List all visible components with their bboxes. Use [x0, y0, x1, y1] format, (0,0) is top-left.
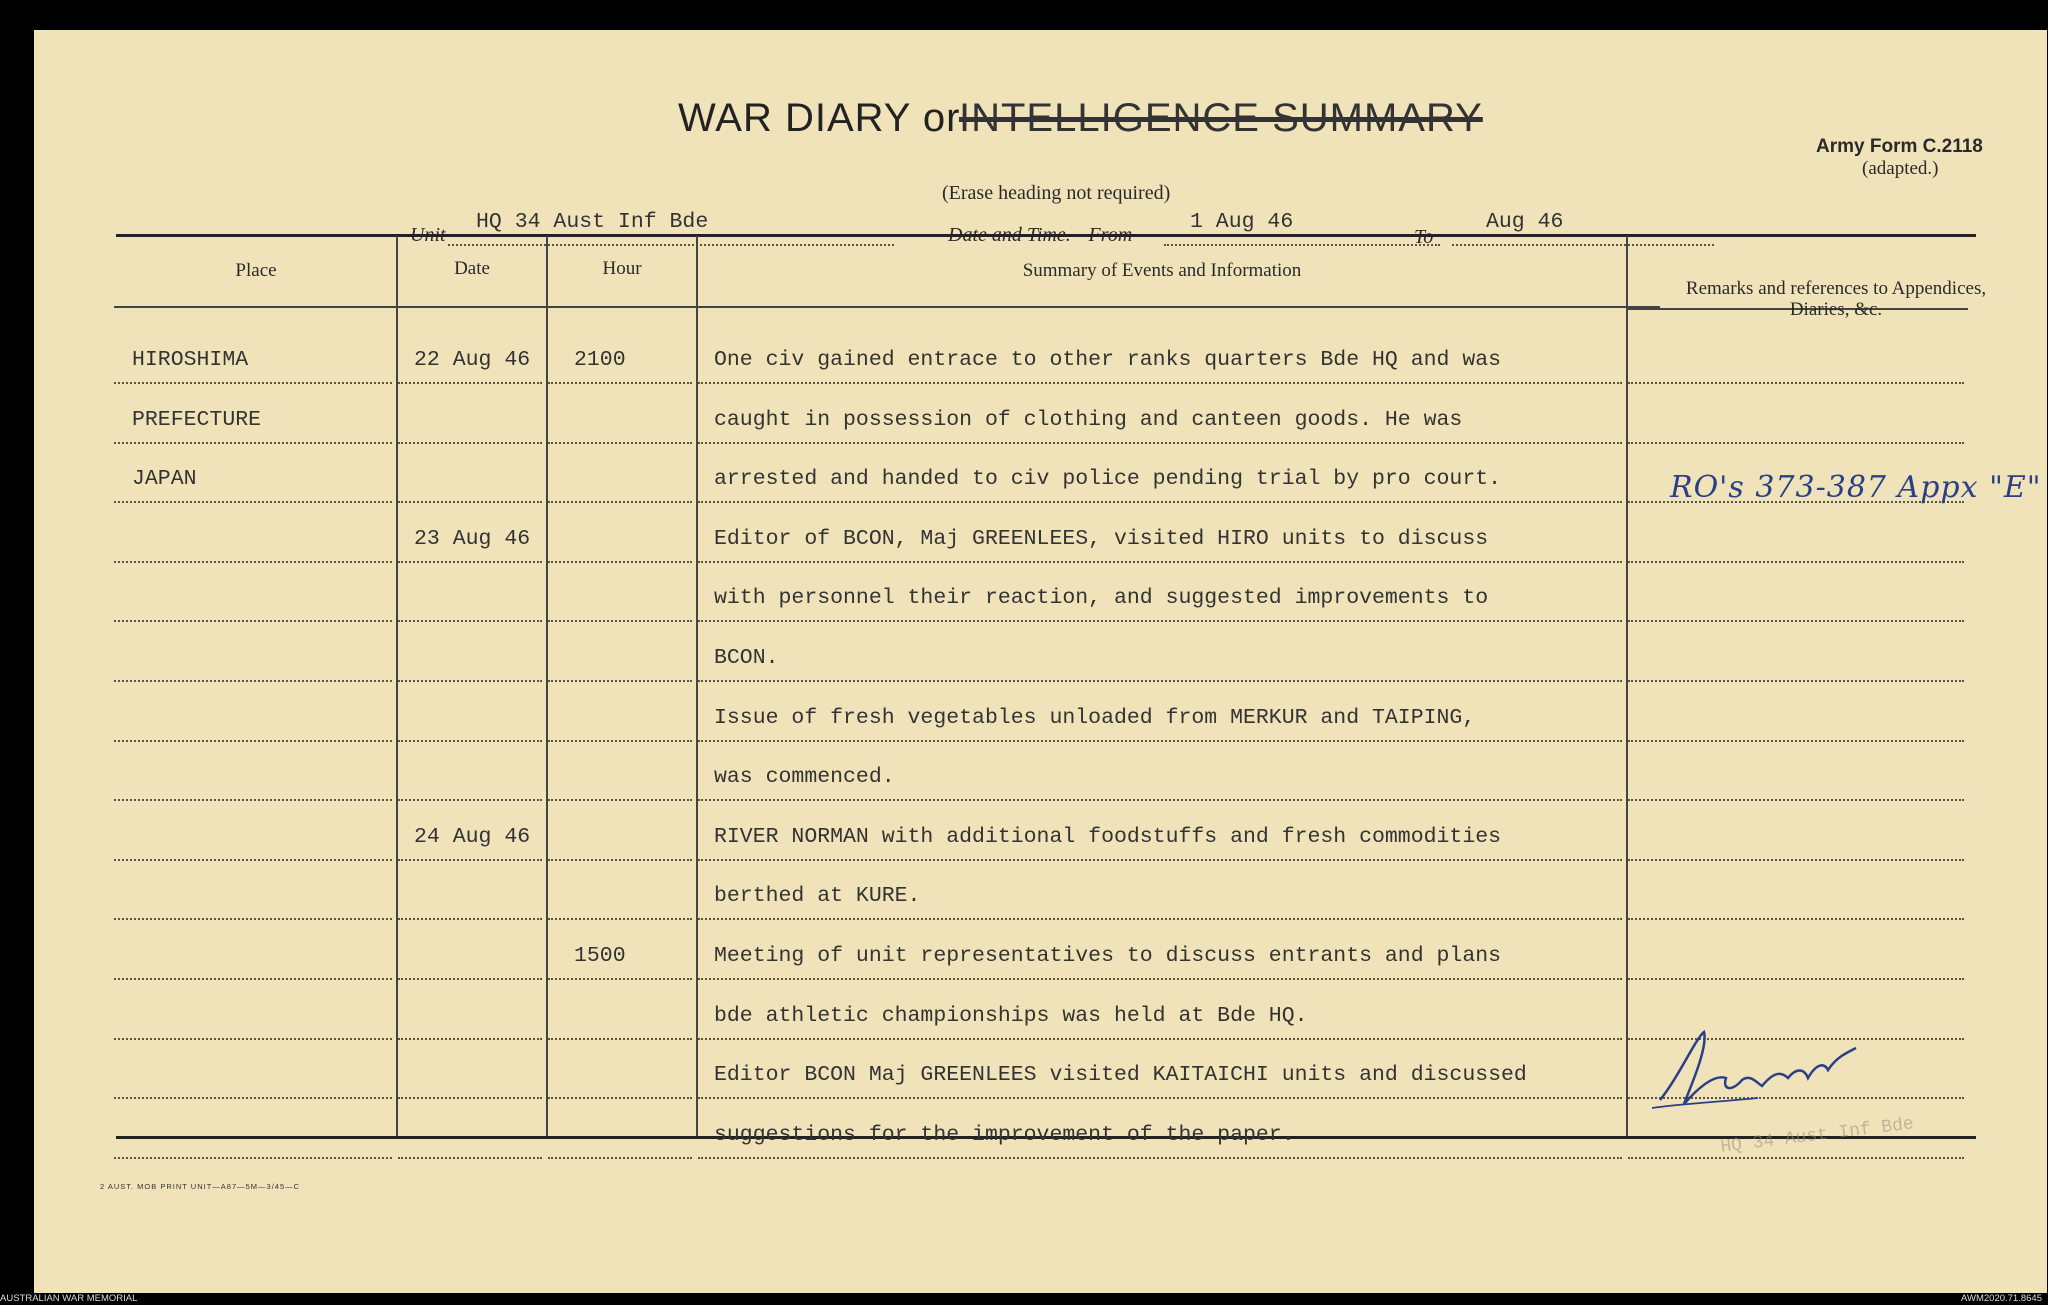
- row-rule: [698, 799, 1622, 801]
- title-war-diary: WAR DIARY or: [678, 96, 961, 140]
- row-rule: [114, 620, 392, 622]
- row-rule: [1628, 561, 1964, 563]
- adapted-note: (adapted.): [1862, 158, 1939, 179]
- entry-hour: 1500: [574, 944, 626, 968]
- row-rule: [114, 442, 392, 444]
- row-rule: [698, 1097, 1622, 1099]
- entry-summary: Editor of BCON, Maj GREENLEES, visited HIRO units to discuss: [714, 526, 1489, 551]
- divider-summary-remarks: [1626, 236, 1628, 1136]
- row-rule: [114, 501, 392, 503]
- row-rule: [698, 561, 1622, 563]
- row-rule: [398, 501, 542, 503]
- from-dotline: [1164, 244, 1440, 246]
- to-dotline: [1452, 244, 1714, 246]
- row-rule: [114, 561, 392, 563]
- entry-summary: suggestions for the improvement of the paper.: [714, 1122, 1295, 1147]
- divider-hour-summary: [696, 236, 698, 1136]
- row-rule: [114, 799, 392, 801]
- row-rule: [1628, 620, 1964, 622]
- entry-summary: berthed at KURE.: [714, 884, 921, 909]
- entry-place: PREFECTURE: [132, 407, 262, 432]
- row-rule: [114, 859, 392, 861]
- unit-stamp: HQ 34 Aust Inf Bde: [1719, 1114, 1915, 1158]
- row-rule: [1628, 978, 1964, 980]
- row-rule: [114, 382, 392, 384]
- row-rule: [398, 442, 542, 444]
- row-rule: [698, 918, 1622, 920]
- row-rule: [698, 382, 1622, 384]
- column-header-remarks: Remarks and references to Appendices, Diaries, &c.: [1685, 278, 1987, 320]
- divider-date-hour: [546, 236, 548, 1136]
- row-rule: [398, 561, 542, 563]
- entry-place: JAPAN: [132, 467, 197, 492]
- row-rule: [698, 1038, 1622, 1040]
- row-rule: [698, 680, 1622, 682]
- row-rule: [114, 740, 392, 742]
- entry-date: 23 Aug 46: [414, 526, 531, 551]
- entry-summary: RIVER NORMAN with additional foodstuffs and fresh commodities: [714, 824, 1502, 849]
- unit-dotline: [448, 244, 894, 246]
- row-rule: [698, 978, 1622, 980]
- entry-place: HIROSHIMA: [132, 348, 249, 372]
- entry-summary: bde athletic championships was held at Bde HQ.: [714, 1003, 1308, 1028]
- entry-date: 24 Aug 46: [414, 824, 531, 849]
- row-rule: [548, 918, 692, 920]
- row-rule: [398, 382, 542, 384]
- row-rule: [698, 1157, 1622, 1159]
- entry-summary: arrested and handed to civ police pending trial by pro court.: [714, 467, 1502, 492]
- row-rule: [398, 978, 542, 980]
- row-rule: [698, 442, 1622, 444]
- row-rule: [548, 1097, 692, 1099]
- header-bottom-rule: [114, 306, 1660, 308]
- erase-note: (Erase heading not required): [942, 182, 1171, 204]
- row-rule: [398, 799, 542, 801]
- row-rule: [548, 859, 692, 861]
- divider-place-date: [396, 236, 398, 1136]
- column-header-hour: Hour: [602, 258, 642, 279]
- entry-summary: BCON.: [714, 646, 779, 670]
- row-rule: [398, 1157, 542, 1159]
- remark-handwritten: RO's 373-387 Appx "E": [1670, 470, 2042, 505]
- row-rule: [698, 620, 1622, 622]
- row-rule: [548, 799, 692, 801]
- signature: [1638, 1008, 1878, 1128]
- army-form-number: Army Form C.2118: [1816, 136, 1983, 157]
- row-rule: [114, 1038, 392, 1040]
- entry-date: 22 Aug 46: [414, 348, 531, 372]
- row-rule: [548, 1157, 692, 1159]
- from-date-value: 1 Aug 46: [1190, 210, 1294, 234]
- row-rule: [1628, 740, 1964, 742]
- row-rule: [398, 1097, 542, 1099]
- row-rule: [398, 918, 542, 920]
- row-rule: [1628, 859, 1964, 861]
- to-date-value: Aug 46: [1486, 210, 1564, 234]
- row-rule: [698, 501, 1622, 503]
- title-intelligence-summary-struck: INTELLIGENCE SUMMARY: [959, 96, 1483, 140]
- entry-summary: One civ gained entrace to other ranks quarters Bde HQ and was: [714, 348, 1502, 372]
- row-rule: [1628, 680, 1964, 682]
- entry-hour: 2100: [574, 348, 626, 372]
- row-rule: [548, 1038, 692, 1040]
- archive-credit: AUSTRALIAN WAR MEMORIAL: [0, 1293, 138, 1304]
- date-time-label: Date and Time.—From: [948, 224, 1133, 246]
- row-rule: [1628, 1157, 1964, 1159]
- entry-summary: Editor BCON Maj GREENLEES visited KAITAICHI units and discussed: [714, 1063, 1527, 1088]
- row-rule: [114, 680, 392, 682]
- row-rule: [548, 501, 692, 503]
- row-rule: [548, 740, 692, 742]
- row-rule: [698, 859, 1622, 861]
- unit-label: Unit: [410, 224, 446, 246]
- row-rule: [698, 740, 1622, 742]
- entry-summary: caught in possession of clothing and canteen goods. He was: [714, 407, 1463, 432]
- row-rule: [548, 561, 692, 563]
- row-rule: [398, 680, 542, 682]
- row-rule: [548, 442, 692, 444]
- row-rule: [1628, 442, 1964, 444]
- printer-imprint: 2 AUST. MOB PRINT UNIT—A87—5M—3/45—C: [100, 1182, 301, 1191]
- row-rule: [398, 1038, 542, 1040]
- table-top-border: [116, 234, 1976, 237]
- archive-reference: AWM2020.71.8645: [1961, 1293, 2042, 1304]
- row-rule: [398, 859, 542, 861]
- column-header-date: Date: [454, 258, 490, 279]
- row-rule: [1628, 918, 1964, 920]
- row-rule: [548, 620, 692, 622]
- row-rule: [1628, 799, 1964, 801]
- row-rule: [398, 620, 542, 622]
- war-diary-page: [34, 30, 2047, 1293]
- row-rule: [548, 382, 692, 384]
- row-rule: [398, 740, 542, 742]
- row-rule: [114, 918, 392, 920]
- entry-summary: Issue of fresh vegetables unloaded from MERKUR and TAIPING,: [714, 705, 1476, 730]
- entry-summary: Meeting of unit representatives to discuss entrants and plans: [714, 944, 1502, 968]
- row-rule: [548, 680, 692, 682]
- column-header-place: Place: [235, 260, 277, 281]
- entry-summary: with personnel their reaction, and suggested improvements to: [714, 586, 1489, 611]
- unit-value: HQ 34 Aust Inf Bde: [476, 210, 709, 234]
- entry-summary: was commenced.: [714, 765, 895, 790]
- row-rule: [114, 978, 392, 980]
- row-rule: [1628, 382, 1964, 384]
- row-rule: [114, 1157, 392, 1159]
- column-header-summary: Summary of Events and Information: [1022, 260, 1302, 281]
- row-rule: [114, 1097, 392, 1099]
- row-rule: [548, 978, 692, 980]
- to-label: To: [1414, 226, 1434, 248]
